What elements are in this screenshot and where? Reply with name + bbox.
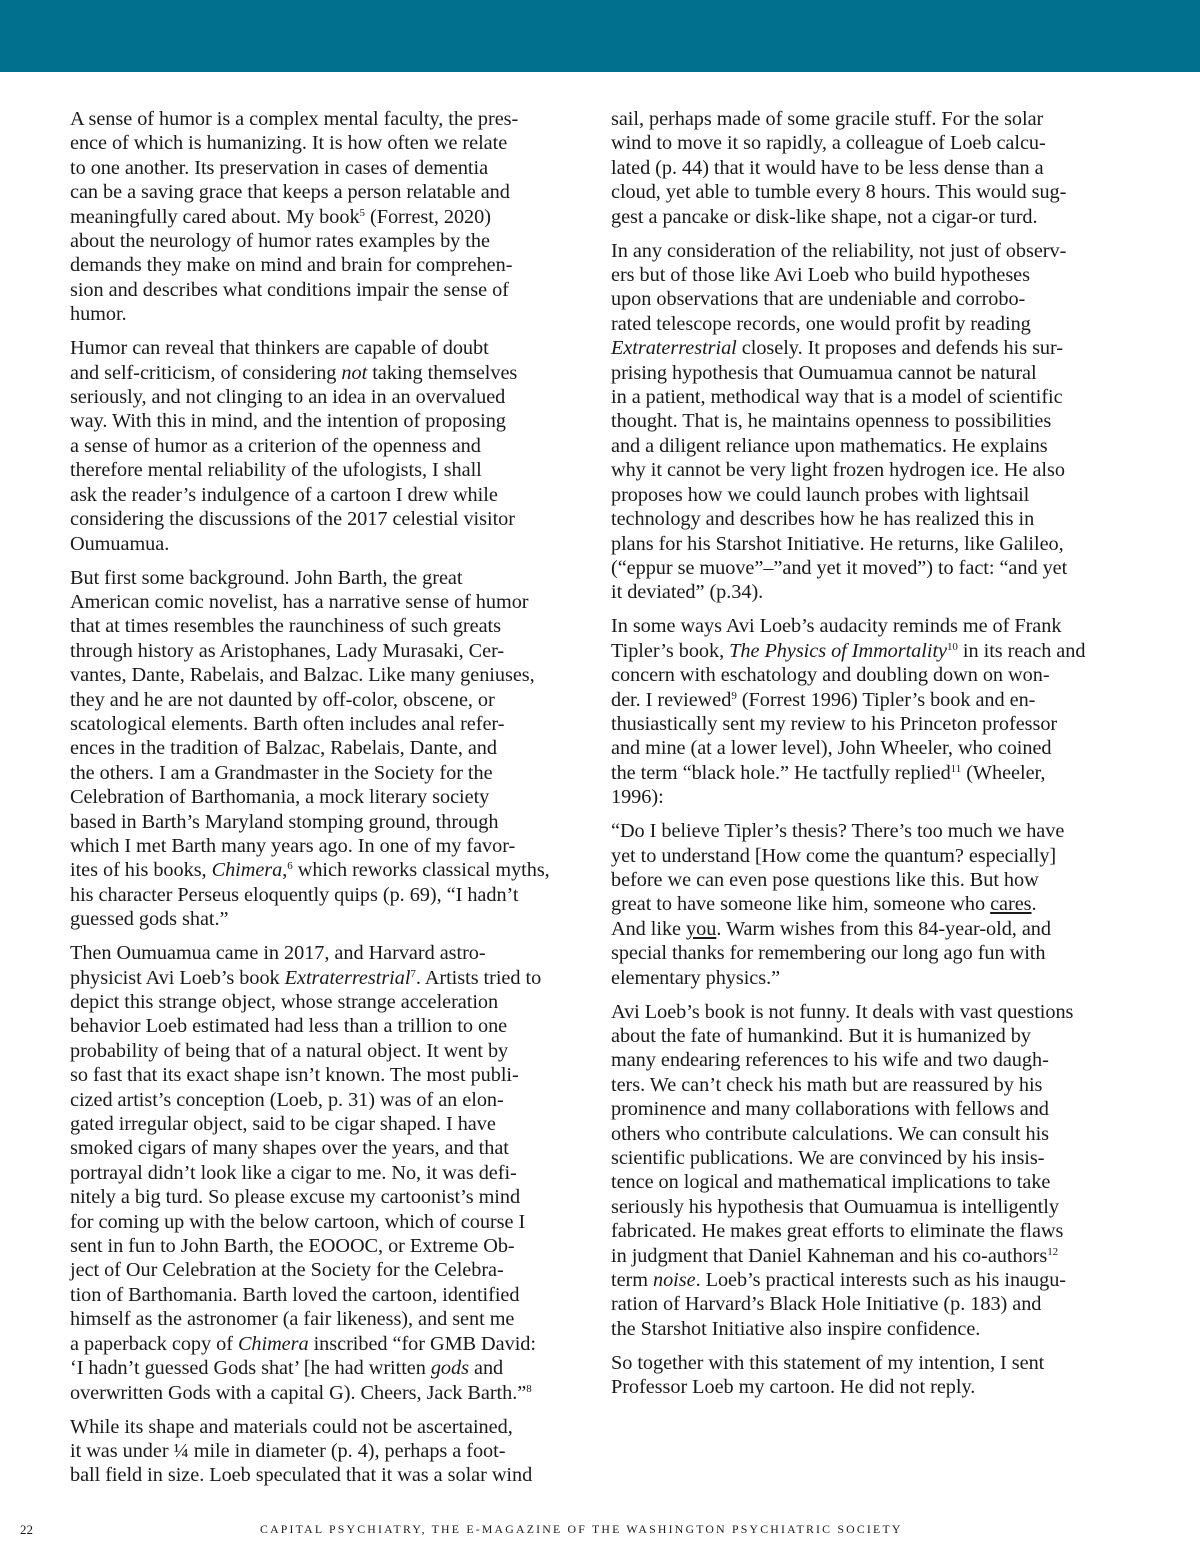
text-run: can be a saving grace that keeps a person relatable and <box>70 181 510 204</box>
footnote-ref: 6 <box>287 860 293 873</box>
underlined-text: you <box>686 917 717 940</box>
footnote-ref: 12 <box>1047 1245 1059 1258</box>
text-run: smoked cigars of many shapes over the years, and that <box>70 1137 509 1160</box>
text-run: depict this strange object, whose strange acceleration <box>70 991 499 1013</box>
text-run: Oumuamua. <box>70 532 170 555</box>
text-run: ters. We can’t check his math but are reassured by his <box>611 1073 1043 1096</box>
text-run: closely. It proposes and defends his sur- <box>736 337 1064 360</box>
paragraph <box>611 107 1131 229</box>
article-column-left <box>70 107 590 1497</box>
text-run: gated irregular object, said to be cigar shaped. I have <box>70 1113 496 1136</box>
text-run: great to have someone like him, someone who <box>611 893 991 916</box>
paragraph <box>611 1351 1131 1400</box>
text-run: inscribed “for GMB David: <box>308 1332 536 1355</box>
footnote-ref: 11 <box>950 762 962 775</box>
text-run: a paperback copy of <box>70 1332 238 1355</box>
text-run: based in Barth’s Maryland stomping ground, through <box>70 810 499 833</box>
text-run: himself as the astronomer (a fair likeness), and sent me <box>70 1308 515 1331</box>
text-run: and mine (at a lower level), John Wheeler, who coined <box>611 737 1052 760</box>
text-run: which reworks classical myths, <box>292 859 550 882</box>
text-run: and <box>468 1357 504 1380</box>
text-run: And like <box>611 917 687 940</box>
text-run: through history as Aristophanes, Lady Murasaki, Cer- <box>70 639 505 662</box>
text-run: his character Perseus eloquently quips (p. 69), “I hadn’t <box>70 883 519 906</box>
text-run: . Warm wishes from this 84-year-old, and <box>716 917 1051 940</box>
text-run: it deviated” (p.34). <box>611 581 764 604</box>
text-run: in a patient, methodical way that is a model of scientific <box>611 386 1063 409</box>
text-run: Humor can reveal that thinkers are capable of doubt <box>70 337 489 360</box>
footnote-ref: 7 <box>410 967 416 980</box>
page-footer <box>0 1522 1200 1542</box>
text-run: before we can even pose questions like this. But how <box>611 868 1039 891</box>
text-run: , <box>282 859 288 882</box>
text-run: about the fate of humankind. But it is humanized by <box>611 1025 1031 1047</box>
text-run: thought. That is, he maintains openness to possibilities <box>611 410 1052 433</box>
italic-text: noise <box>653 1269 696 1292</box>
text-run: fabricated. He makes great efforts to eliminate the flaws <box>611 1220 1064 1243</box>
text-run: Avi Loeb’s book is not funny. It deals with vast questions <box>611 1000 1074 1023</box>
text-run: (Wheeler, <box>961 761 1046 784</box>
text-run: therefore mental reliability of the ufologists, I shall <box>70 459 482 482</box>
text-run: “Do I believe Tipler’s thesis? There’s too much we have <box>611 820 1065 843</box>
text-run: they and he are not daunted by off-color, obscene, or <box>70 688 495 711</box>
text-run: Then Oumuamua came in 2017, and Harvard astro- <box>70 942 486 965</box>
text-run: physicist Avi Loeb’s book <box>70 966 285 989</box>
text-run: the term “black hole.” He tactfully replied <box>611 761 951 784</box>
italic-text: not <box>341 361 368 384</box>
text-run: for coming up with the below cartoon, which of course I <box>70 1210 526 1233</box>
text-run: and a diligent reliance upon mathematics. He explains <box>611 434 1048 457</box>
italic-text: Extraterrestrial <box>284 966 411 989</box>
text-run: humor. <box>70 303 127 326</box>
paragraph <box>70 1415 590 1488</box>
text-run: sent in fun to John Barth, the EOOOC, or Extreme Ob- <box>70 1235 515 1258</box>
text-run: A sense of humor is a complex mental faculty, the pres- <box>70 108 519 130</box>
text-run: way. With this in mind, and the intention of proposing <box>70 410 506 433</box>
text-run: (“eppur se muove”–”and yet it moved”) to fact: “and yet <box>611 556 1068 579</box>
text-run: the Starshot Initiative also inspire confidence. <box>611 1317 981 1340</box>
text-run: ject of Our Celebration at the Society for the Celebra- <box>70 1259 504 1282</box>
italic-text: Chimera <box>237 1332 309 1355</box>
paragraph <box>611 819 1131 990</box>
text-run: scientific publications. We are convinced by his insis- <box>611 1147 1045 1170</box>
text-run: yet to understand [How come the quantum? especially] <box>611 844 1057 867</box>
text-run: seriously his hypothesis that Oumuamua is intelligently <box>611 1195 1059 1218</box>
text-run: ites of his books, <box>70 859 212 882</box>
text-run: upon observations that are undeniable and corrobo- <box>611 288 1026 311</box>
text-run: meaningfully cared about. My book <box>70 205 360 228</box>
text-run: cized artist’s conception (Loeb, p. 31) was of an elon- <box>70 1088 504 1111</box>
text-run: ences in the tradition of Balzac, Rabelais, Dante, and <box>70 737 497 760</box>
text-run: While its shape and materials could not be ascertained, <box>70 1415 513 1438</box>
text-run: scatological elements. Barth often includes anal refer- <box>70 712 505 735</box>
text-run: tence on logical and mathematical implications to take <box>611 1171 1051 1194</box>
text-run: probability of being that of a natural object. It went by <box>70 1039 509 1062</box>
text-run: gest a pancake or disk-like shape, not a cigar-or turd. <box>611 205 1038 228</box>
footnote-ref: 5 <box>359 206 365 219</box>
article-column-right <box>611 107 1131 1409</box>
text-run: tion of Barthomania. Barth loved the cartoon, identified <box>70 1283 520 1306</box>
text-run: der. I reviewed <box>611 688 732 711</box>
italic-text: Extraterrestrial <box>611 337 737 360</box>
text-run: ence of which is humanizing. It is how often we relate <box>70 132 508 155</box>
text-run: ask the reader’s indulgence of a cartoon I drew while <box>70 483 498 506</box>
text-run: In some ways Avi Loeb’s audacity reminds me of Frank <box>611 615 1062 638</box>
footnote-ref: 9 <box>731 689 737 702</box>
text-run: ers but of those like Avi Loeb who build hypotheses <box>611 264 1030 287</box>
text-run: that at times resembles the raunchiness of such greats <box>70 615 501 638</box>
text-run: many endearing references to his wife and two daugh- <box>611 1049 1049 1072</box>
text-run: the others. I am a Grandmaster in the Society for the <box>70 761 493 784</box>
italic-text: gods <box>430 1357 469 1380</box>
text-run: demands they make on mind and brain for comprehen- <box>70 254 513 277</box>
text-run: portrayal didn’t look like a cigar to me. No, it was defi- <box>70 1161 517 1184</box>
text-run: cloud, yet able to tumble every 8 hours. This would sug- <box>611 181 1067 204</box>
text-run: why it cannot be very light frozen hydrogen ice. He also <box>611 459 1065 482</box>
text-run: ration of Harvard’s Black Hole Initiative (p. 183) and <box>611 1293 1042 1316</box>
header-color-band <box>0 0 1200 72</box>
text-run: about the neurology of humor rates examples by the <box>70 230 490 253</box>
italic-text: Chimera <box>211 859 283 882</box>
text-run: In any consideration of the reliability, not just of observ- <box>611 239 1067 262</box>
text-run: term <box>611 1269 653 1292</box>
paragraph <box>611 239 1131 605</box>
text-run: it was under ¼ mile in diameter (p. 4), perhaps a foot- <box>70 1439 506 1462</box>
text-run: in its reach and <box>957 639 1086 662</box>
text-run: 1996): <box>611 786 664 809</box>
italic-text: The Physics of Immortality <box>729 639 947 662</box>
text-run: seriously, and not clinging to an idea in an overvalued <box>70 386 506 409</box>
paragraph <box>611 614 1131 809</box>
paragraph <box>70 941 590 1405</box>
text-run: ball field in size. Loeb speculated that it was a solar wind <box>70 1464 533 1487</box>
text-run: thusiastically sent my review to his Princeton professor <box>611 712 1058 735</box>
page-number: 22 <box>20 1522 33 1537</box>
text-run: elementary physics.” <box>611 966 781 989</box>
text-run: others who contribute calculations. We can consult his <box>611 1122 1049 1145</box>
text-run: Celebration of Barthomania, a mock literary society <box>70 786 490 809</box>
text-run: plans for his Starshot Initiative. He returns, like Galileo, <box>611 532 1064 555</box>
text-run: to one another. Its preservation in cases of dementia <box>70 156 489 179</box>
text-run: . Artists tried to <box>415 966 542 989</box>
text-run: guessed gods shat.” <box>70 908 229 931</box>
text-run: proposes how we could launch probes with lightsail <box>611 483 1030 506</box>
text-run: So together with this statement of my intention, I sent <box>611 1351 1045 1374</box>
paragraph <box>70 566 590 932</box>
text-run: wind to move it so rapidly, a colleague of Loeb calcu- <box>611 132 1046 155</box>
text-run: lated (p. 44) that it would have to be less dense than a <box>611 156 1044 179</box>
underlined-text: cares <box>990 893 1032 916</box>
text-run: rated telescope records, one would profit by reading <box>611 312 1031 335</box>
footnote-ref: 8 <box>526 1382 532 1395</box>
text-run: technology and describes how he has realized this in <box>611 508 1035 531</box>
text-run: so fast that its exact shape isn’t known. The most publi- <box>70 1064 519 1087</box>
text-run: nitely a big turd. So please excuse my cartoonist’s mind <box>70 1186 521 1209</box>
text-run: which I met Barth many years ago. In one of my favor- <box>70 834 516 857</box>
text-run: overwritten Gods with a capital G). Cheers, Jack Barth.” <box>70 1381 527 1404</box>
text-run: considering the discussions of the 2017 celestial visitor <box>70 508 515 531</box>
text-run: (Forrest, 2020) <box>365 205 491 228</box>
text-run: . <box>1031 893 1037 916</box>
text-run: vantes, Dante, Rabelais, and Balzac. Like many geniuses, <box>70 664 535 687</box>
text-run: concern with eschatology and doubling down on won- <box>611 664 1050 687</box>
text-run: special thanks for remembering our long ago fun with <box>611 942 1046 965</box>
text-run: in judgment that Daniel Kahneman and his co-authors <box>611 1244 1048 1267</box>
text-run: (Forrest 1996) Tipler’s book and en- <box>736 688 1036 711</box>
paragraph <box>70 107 590 327</box>
text-run: sion and describes what conditions impair the sense of <box>70 278 509 301</box>
paragraph <box>70 336 590 556</box>
text-run: But first some background. John Barth, the great <box>70 566 463 589</box>
text-run: sail, perhaps made of some gracile stuff. For the solar <box>611 108 1044 130</box>
text-run: prominence and many collaborations with fellows and <box>611 1098 1049 1121</box>
footnote-ref: 10 <box>946 640 958 653</box>
text-run: prising hypothesis that Oumuamua cannot be natural <box>611 361 1037 384</box>
text-run: American comic novelist, has a narrative sense of humor <box>70 590 529 613</box>
text-run: behavior Loeb estimated had less than a trillion to one <box>70 1015 508 1038</box>
text-run: ‘I hadn’t guessed Gods shat’ [he had written <box>70 1357 431 1380</box>
text-run: Tipler’s book, <box>611 639 730 662</box>
text-run: and self-criticism, of considering <box>70 361 342 384</box>
text-run: taking themselves <box>367 361 518 384</box>
text-run: Professor Loeb my cartoon. He did not reply. <box>611 1376 976 1399</box>
text-run: a sense of humor as a criterion of the openness and <box>70 434 481 457</box>
paragraph <box>611 1000 1131 1342</box>
running-title: CAPITAL PSYCHIATRY, THE E-MAGAZINE OF THE WASHINGTON PSYCHIATRIC SOCIETY <box>260 1522 903 1536</box>
text-run: . Loeb’s practical interests such as his inaugu- <box>695 1269 1067 1292</box>
